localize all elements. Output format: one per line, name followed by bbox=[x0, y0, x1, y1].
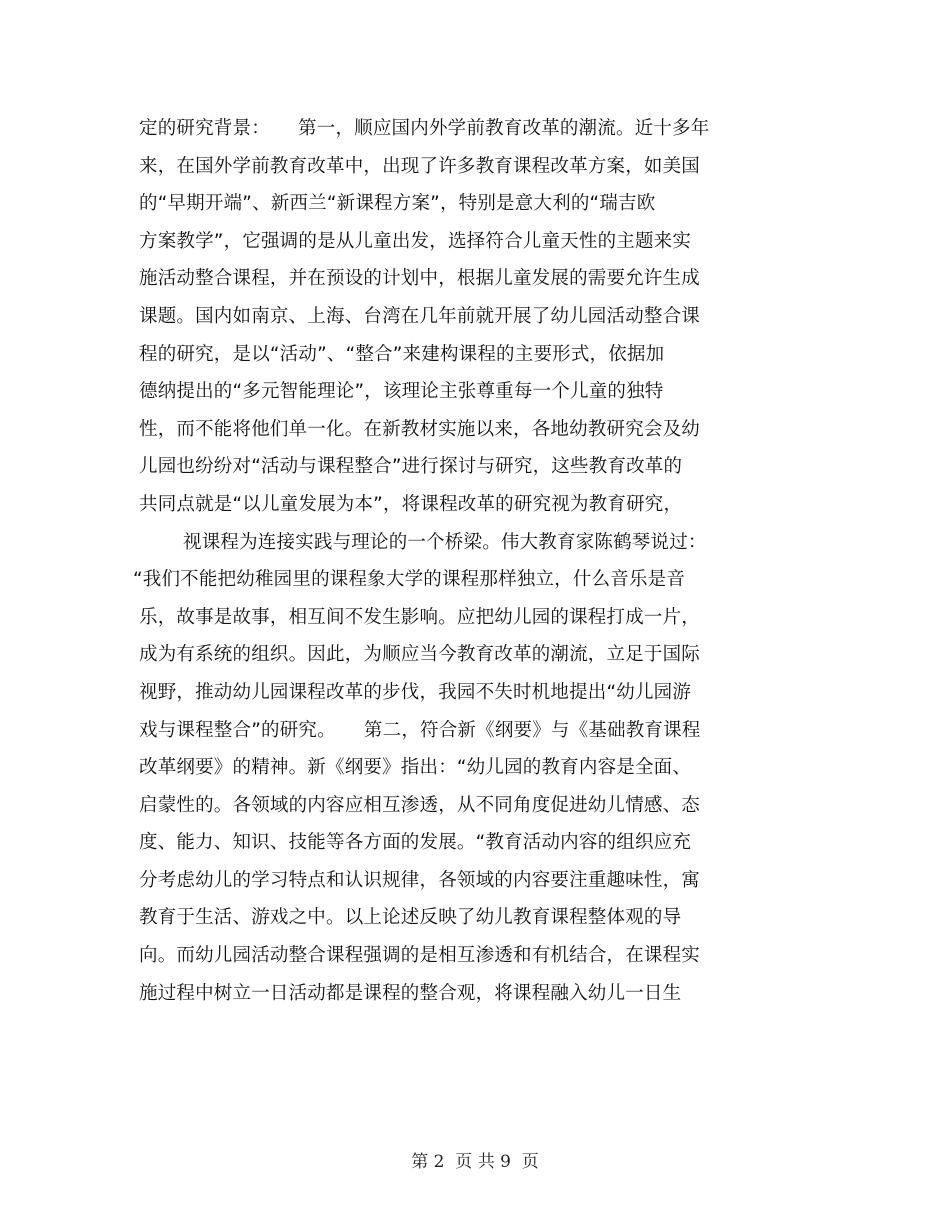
text-line: 定的研究背景： 第一，顺应国内外学前教育改革的潮流。近十多年 bbox=[139, 118, 710, 139]
text-line: 德纳提出的“多元智能理论”，该理论主张尊重每一个儿童的独特 bbox=[139, 381, 664, 403]
text-line: 视课程为连接实践与理论的一个桥梁。伟大教育家陈鹤琴说过： bbox=[183, 531, 707, 553]
text-line: 程的研究，是以“活动”、“整合”来建构课程的主要形式，依据加 bbox=[139, 343, 665, 365]
text-line: 乐，故事是故事，相互间不发生影响。应把幼儿园的课程打成一片， bbox=[139, 606, 701, 628]
text-line: 的“早期开端”、新西兰“新课程方案”，特别是意大利的“瑞吉欧 bbox=[139, 193, 656, 215]
text-line: 启蒙性的。各领域的内容应相互渗透，从不同角度促进幼儿情感、态 bbox=[139, 794, 701, 816]
text-line: “我们不能把幼稚园里的课程象大学的课程那样独立，什么音乐是音 bbox=[133, 569, 686, 591]
text-line: 向。而幼儿园活动整合课程强调的是相互渗透和有机结合，在课程实 bbox=[139, 945, 701, 967]
text-line: 戏与课程整合”的研究。 第二，符合新《纲要》与《基础教育课程 bbox=[139, 719, 701, 741]
text-line: 成为有系统的组织。因此，为顺应当今教育改革的潮流，立足于国际 bbox=[139, 644, 701, 666]
text-line: 课题。国内如南京、上海、台湾在几年前就开展了幼儿园活动整合课 bbox=[139, 305, 701, 327]
text-line: 教育于生活、游戏之中。以上论述反映了幼儿教育课程整体观的导 bbox=[139, 907, 682, 929]
text-line: 分考虑幼儿的学习特点和认识规律，各领域的内容要注重趣味性，寓 bbox=[139, 869, 701, 891]
text-line: 儿园也纷纷对“活动与课程整合”进行探讨与研究，这些教育改革的 bbox=[139, 456, 683, 478]
text-line: 度、能力、知识、技能等各方面的发展。“教育活动内容的组织应充 bbox=[139, 832, 692, 854]
page-number-footer: 第 2 页 共 9 页 bbox=[411, 1152, 539, 1172]
text-line: 性，而不能将他们单一化。在新教材实施以来，各地幼教研究会及幼 bbox=[139, 418, 701, 440]
text-line: 视野，推动幼儿园课程改革的步伐，我园不失时机地提出“幼儿园游 bbox=[139, 681, 692, 703]
body-text bbox=[133, 110, 819, 1012]
text-line: 施活动整合课程，并在预设的计划中，根据儿童发展的需要允许生成 bbox=[139, 268, 701, 290]
text-line: 方案教学”，它强调的是从儿童出发，选择符合儿童天性的主题来实 bbox=[139, 230, 692, 252]
text-line: 来，在国外学前教育改革中，出现了许多教育课程改革方案，如美国 bbox=[139, 155, 701, 177]
text-line: 施过程中树立一日活动都是课程的整合观，将课程融入幼儿一日生 bbox=[139, 982, 682, 1004]
text-line: 共同点就是“以儿童发展为本”，将课程改革的研究视为教育研究， bbox=[139, 493, 683, 515]
text-line: 改革纲要》的精神。新《纲要》指出：“幼儿园的教育内容是全面、 bbox=[139, 757, 692, 779]
